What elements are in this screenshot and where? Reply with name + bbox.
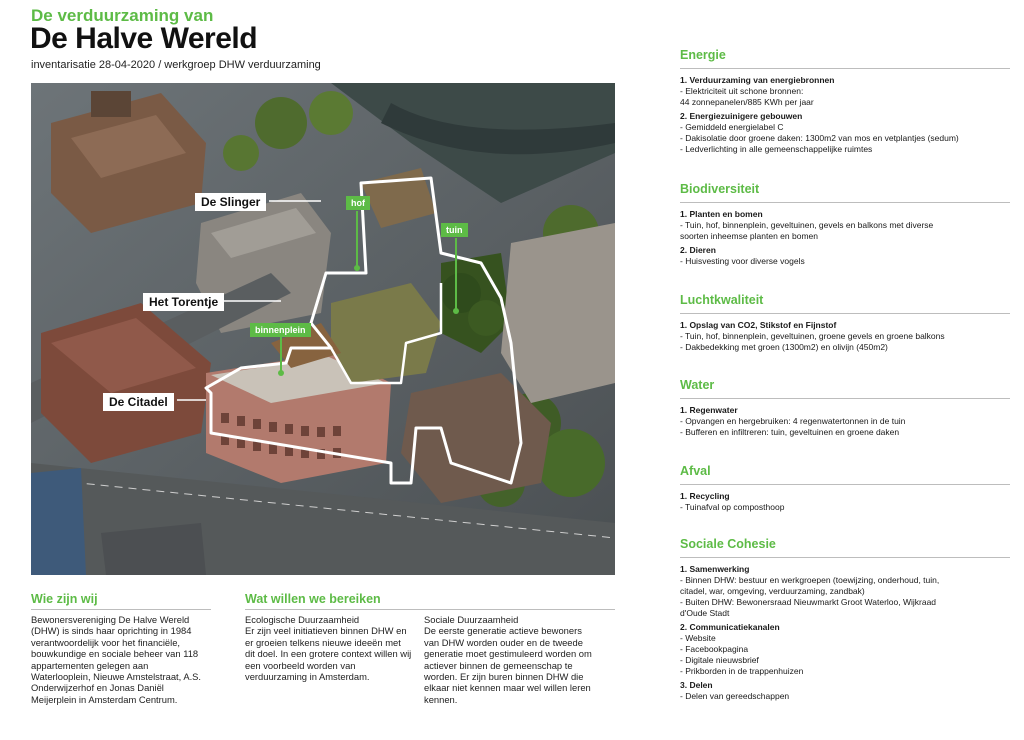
item-line: - Elektriciteit uit schone bronnen:: [680, 86, 804, 96]
item-line: - Ledverlichting in alle gemeenschappelijke ruimtes: [680, 144, 873, 154]
item-line: 44 zonnepanelen/885 KWh per jaar: [680, 97, 814, 107]
item-line: - Digitale nieuwsbrief: [680, 655, 759, 665]
wie-text: Bewonersvereniging De Halve Wereld (DHW) is sinds haar oprichting in 1984 verantwoordelijk voor het financiële, bouwkundige en sociale beheer van 118 appartementen gelegen aan Waterlooplein, Nieuwe Amstelstraat, A.S. Onderwijzerhof en Jonas Daniël Meijerplein in Amsterdam Centrum.: [31, 614, 202, 705]
item-line: - Buiten DHW: Bewonersraad Nieuwmarkt Groot Waterloo, Wijkraad: [680, 597, 937, 607]
item-line: soorten inheemse planten en bomen: [680, 231, 818, 241]
item-title: 2. Dieren: [680, 245, 716, 255]
tag-hof: hof: [346, 196, 370, 210]
section-sociale-cohesie: [680, 537, 1010, 702]
item-title: 1. Opslag van CO2, Stikstof en Fijnstof: [680, 320, 837, 330]
item-line: - Dakisolatie door groene daken: 1300m2 van mos en vetplantjes (sedum): [680, 133, 959, 143]
item-title: 1. Regenwater: [680, 405, 738, 415]
divider: [680, 68, 1010, 69]
item-line: - Gemiddeld energielabel C: [680, 122, 784, 132]
label-het-torentje: Het Torentje: [143, 293, 224, 311]
item-line: - Huisvesting voor diverse vogels: [680, 256, 805, 266]
item-title: 3. Delen: [680, 680, 713, 690]
item-line: citadel, war, omgeving, verduurzaming, zandbak): [680, 586, 865, 596]
divider: [680, 557, 1010, 558]
soc-column: [424, 614, 592, 705]
divider: [680, 398, 1010, 399]
item-line: - Prikborden in de trappenhuizen: [680, 666, 804, 676]
divider: [680, 313, 1010, 314]
heading-wie-zijn-wij: Wie zijn wij: [31, 592, 98, 606]
section-heading: Biodiversiteit: [680, 182, 760, 196]
eco-text: Er zijn veel initiatieven binnen DHW en er groeien telkens nieuwe ideeën met dit doel. In een grotere context willen wij een voorbeeld worden van verduurzaming in Amsterdam.: [245, 625, 412, 683]
divider: [245, 609, 615, 610]
tag-tuin: tuin: [441, 223, 468, 237]
section-heading: Sociale Cohesie: [680, 537, 776, 551]
section-afval: [680, 464, 1010, 513]
section-luchtkwaliteit: [680, 293, 1010, 353]
section-energie: [680, 48, 1010, 155]
divider: [31, 609, 211, 610]
section-heading: Afval: [680, 464, 711, 478]
aerial-photo: [31, 83, 615, 575]
item-title: 2. Energiezuinigere gebouwen: [680, 111, 803, 121]
item-line: - Binnen DHW: bestuur en werkgroepen (toewijzing, onderhoud, tuin,: [680, 575, 940, 585]
item-title: 2. Communicatiekanalen: [680, 622, 780, 632]
header-subtitle: De verduurzaming van: [31, 6, 214, 25]
inventory-meta: inventarisatie 28-04-2020 / werkgroep DHW verduurzaming: [31, 59, 321, 71]
divider: [680, 484, 1010, 485]
divider: [680, 202, 1010, 203]
eco-column: [245, 614, 413, 682]
section-heading: Energie: [680, 48, 726, 62]
label-de-citadel: De Citadel: [103, 393, 174, 411]
page-title: De Halve Wereld: [30, 22, 258, 55]
aerial-photo-illustration: [31, 83, 615, 575]
tag-binnenplein: binnenplein: [250, 323, 311, 337]
item-line: - Tuin, hof, binnenplein, geveltuinen, gevels en balkons met diverse: [680, 220, 934, 230]
section-biodiversiteit: [680, 182, 1010, 267]
item-line: - Tuin, hof, binnenplein, geveltuinen, groene gevels en groene balkons: [680, 331, 945, 341]
item-title: 1. Recycling: [680, 491, 730, 501]
eco-title: Ecologische Duurzaamheid: [245, 614, 360, 625]
label-de-slinger: De Slinger: [195, 193, 266, 211]
item-line: - Opvangen en hergebruiken: 4 regenwatertonnen in de tuin: [680, 416, 906, 426]
heading-wat-willen-we-bereiken: Wat willen we bereiken: [245, 592, 381, 606]
item-line: d'Oude Stadt: [680, 608, 730, 618]
item-title: 1. Verduurzaming van energiebronnen: [680, 75, 835, 85]
section-water: [680, 378, 1010, 438]
item-line: - Delen van gereedschappen: [680, 691, 790, 701]
section-heading: Luchtkwaliteit: [680, 293, 764, 307]
item-line: - Tuinafval op composthoop: [680, 502, 785, 512]
soc-text: De eerste generatie actieve bewoners van DHW worden ouder en de tweede generatie moet gestimuleerd worden om actiever binnen de gemeenschap te worden. Er zijn buren binnen DHW die elkaar niet kennen maar wel willen leren kennen.: [424, 625, 592, 705]
item-line: - Bufferen en infiltreren: tuin, geveltuinen en groene daken: [680, 427, 900, 437]
item-line: - Dakbedekking met groen (1300m2) en olivijn (450m2): [680, 342, 888, 352]
section-heading: Water: [680, 378, 715, 392]
item-title: 1. Planten en bomen: [680, 209, 763, 219]
item-line: - Facebookpagina: [680, 644, 749, 654]
item-title: 1. Samenwerking: [680, 564, 750, 574]
item-line: - Website: [680, 633, 716, 643]
soc-title: Sociale Duurzaamheid: [424, 614, 519, 625]
